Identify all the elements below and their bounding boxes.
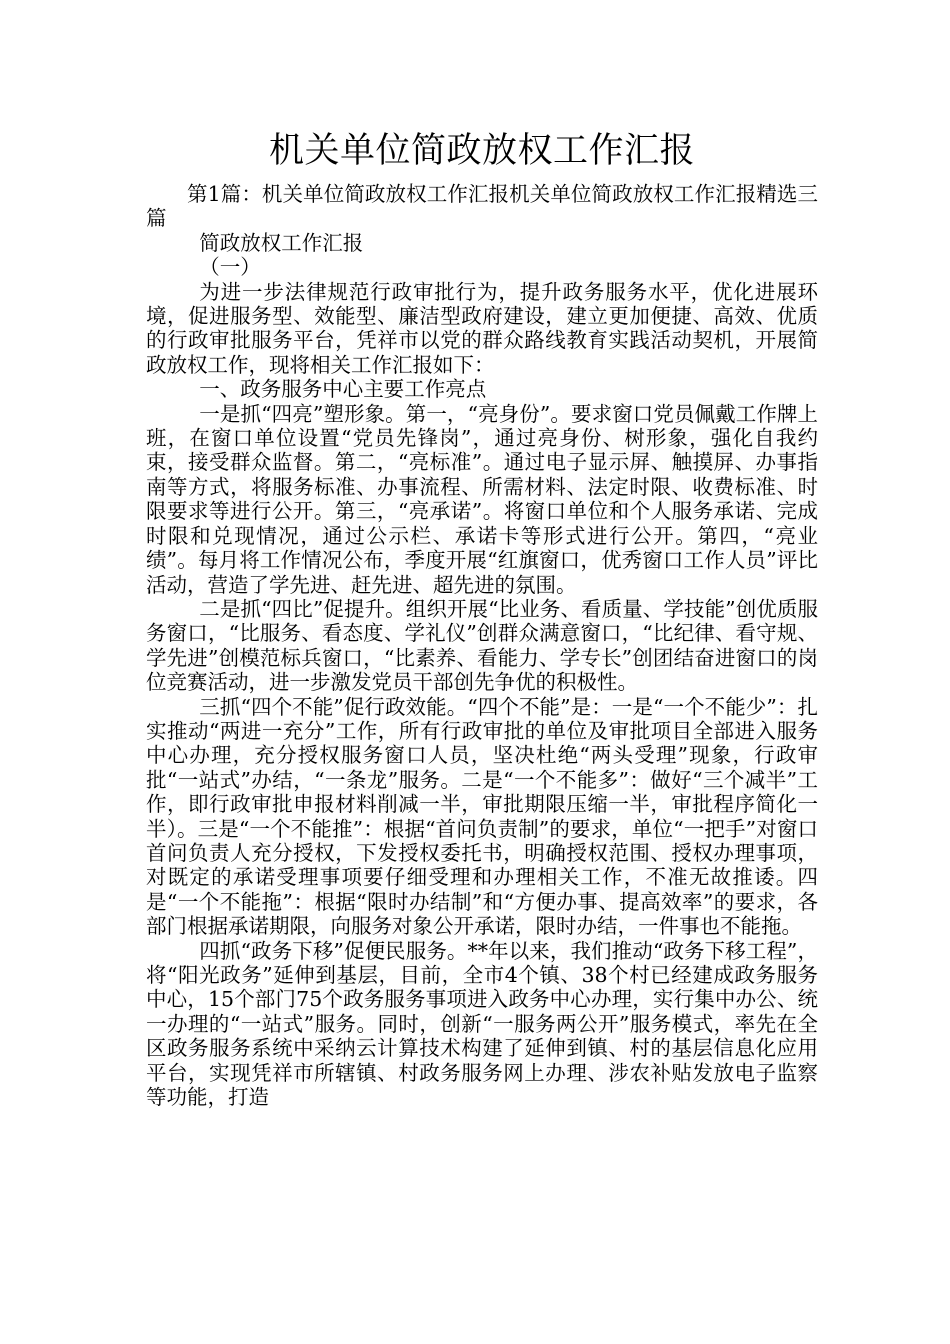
body-paragraph-si-ge-bu-neng: 三抓“四个不能”促行政效能。“四个不能”是：一是“一个不能少”：扎实推动“两进一充分”工作，所有行政审批的单位及审批项目全部进入服务中心办理，充分授权服务窗口人员，坚决杜绝“两头受理”现象，行政审批“一站式”办结，“一条龙”服务。二是“一个不能多”：做好“三个减半”工作，即行政审批申报材料削减一半，审批期限压缩一半，审批程序简化一半）。三是“一个不能推”：根据“首问负责制”的要求，单位“一把手”对窗口首问负责人充分授权，下发授权委托书，明确授权范围、授权办理事项，对既定的承诺受理事项要仔细受理和办理相关工作，不准无故推诿。四是“一个不能拖”：根据“限时办结制”和“方便办事、提高效率”的要求，各部门根据承诺期限，向服务对象公开承诺，限时办结，一件事也不能拖。 bbox=[146, 694, 818, 939]
body-paragraph-si-liang: 一是抓“四亮”塑形象。第一，“亮身份”。要求窗口党员佩戴工作牌上班，在窗口单位设置“党员先锋岗”，通过亮身份、树形象，强化自我约束，接受群众监督。第二，“亮标准”。通过电子显示屏、触摸屏、办事指南等方式，将服务标准、办事流程、所需材料、法定时限、收费标准、时限要求等进行公开。第三，“亮承诺”。将窗口单位和个人服务承诺、完成时限和兑现情况，通过公示栏、承诺卡等形式进行公开。第四，“亮业绩”。每月将工作情况公布，季度开展“红旗窗口，优秀窗口工作人员”评比活动，营造了学先进、赶先进、超先进的氛围。 bbox=[146, 401, 818, 597]
document-title: 机关单位简政放权工作汇报 bbox=[268, 131, 695, 171]
article-heading: 第1篇：机关单位简政放权工作汇报机关单位简政放权工作汇报精选三篇 bbox=[146, 182, 818, 231]
section-heading: 简政放权工作汇报 bbox=[199, 230, 364, 255]
section-number: （一） bbox=[199, 255, 261, 280]
document-body bbox=[146, 126, 818, 1109]
body-paragraph-zheng-wu-xia-yi: 四抓“政务下移”促便民服务。**年以来，我们推动“政务下移工程”，将“阳光政务”延伸到基层，目前，全市4个镇、38个村已经建成政务服务中心，15个部门75个政务服务事项进入政务中心办理，实行集中办公、统一办理的“一站式”服务。同时，创新“一服务两公开”服务模式，率先在全区政务服务系统中采纳云计算技术构建了延伸到镇、村的基层信息化应用平台，实现凭祥市所辖镇、村政务服务网上办理、涉农补贴发放电子监察等功能，打造 bbox=[146, 938, 818, 1110]
body-paragraph-intro: 为进一步法律规范行政审批行为，提升政务服务水平，优化进展环境，促进服务型、效能型、廉洁型政府建设，建立更加便捷、高效、优质的行政审批服务平台，凭祥市以党的群众路线教育实践活动契机，开展简政放权工作，现将相关工作汇报如下： bbox=[146, 279, 818, 377]
body-paragraph-si-bi: 二是抓“四比”促提升。组织开展“比业务、看质量、学技能”创优质服务窗口，“比服务、看态度、学礼仪”创群众满意窗口，“比纪律、看守规、学先进”创模范标兵窗口，“比素养、看能力、学专长”创团结奋进窗口的岗位竞赛活动，进一步激发党员干部创先争优的积极性。 bbox=[146, 596, 818, 695]
subsection-heading: 一、政务服务中心主要工作亮点 bbox=[199, 377, 487, 402]
